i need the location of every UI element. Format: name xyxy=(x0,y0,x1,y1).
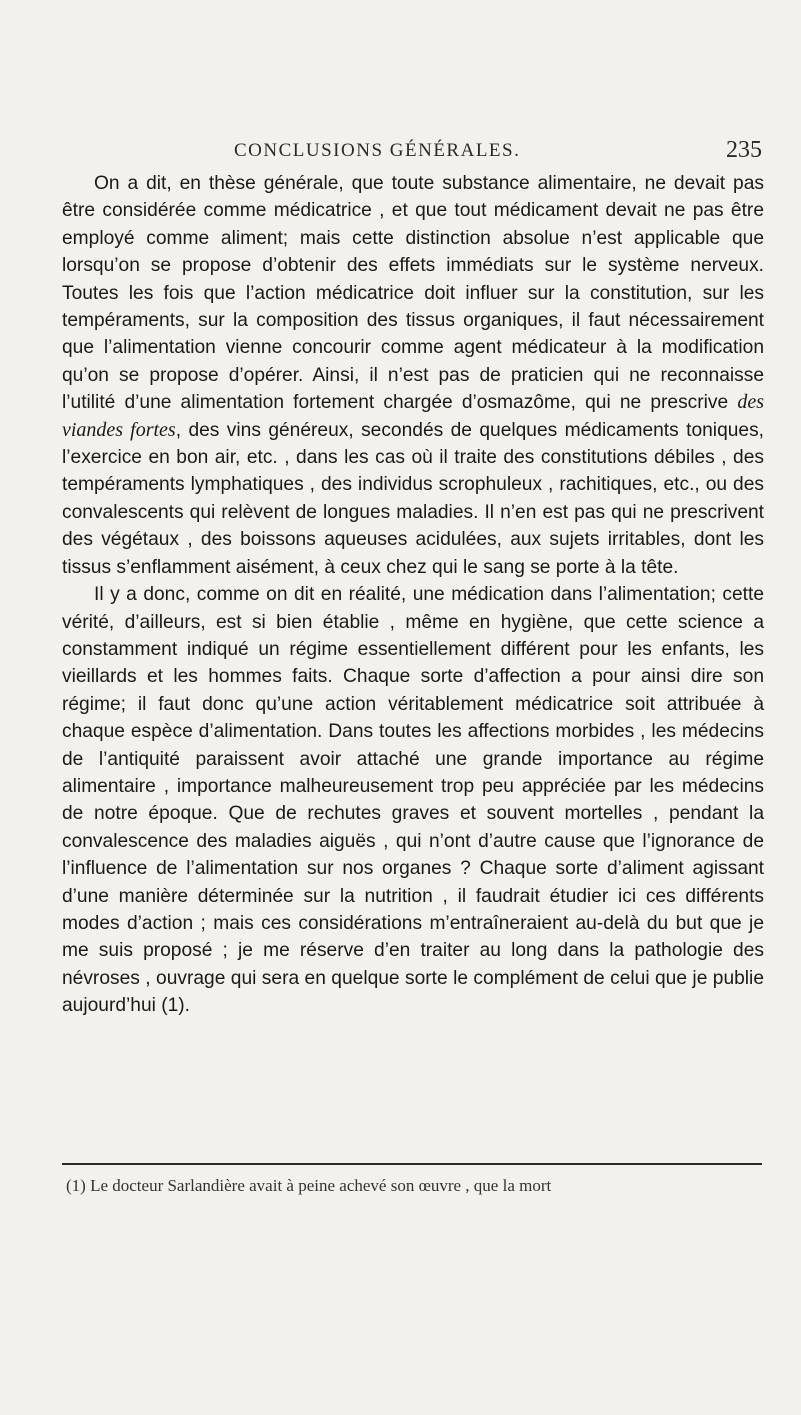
page-number: 235 xyxy=(726,137,762,163)
footnote-divider xyxy=(62,1163,762,1165)
paragraph-1-text-a: On a dit, en thèse générale, que toute substance alimentaire, ne devait pas être considérée comme médicatrice , et que tout médicament devait ne pas être employé comme aliment; mais cette distinction absolue n’est applicable que lorsqu’on se propose d’obtenir des effets immédiats sur le système nerveux. Toutes les fois que l’action médicatrice doit influer sur la constitution, sur les tempéraments, sur la composition des tissus organiques, il faut nécessairement que l’alimentation vienne concourir comme agent médicateur à la modification qu’on se propose d’opérer. Ainsi, il n’est pas de praticien qui ne reconnaisse l’utilité d’une alimentation fortement chargée d’osmazôme, qui ne prescrive xyxy=(62,173,764,414)
italic-phrase: des viandes fortes xyxy=(62,391,764,441)
paragraph-1 xyxy=(62,170,764,581)
paragraph-1-text-b: , des vins généreux, secondés de quelques médicaments toniques, l’exercice en bon air, etc. , dans les cas où il traite des constitutions débiles , des tempéraments lymphatiques , des individus scrophuleux , rachitiques, etc., ou des convalescents qui relèvent de longues maladies. Il n’en est pas qui ne prescrivent des végétaux , des boissons aqueuses acidulées, aux sujets irritables, dont les tissus s’enflamment aisément, à ceux chez qui le sang se porte à la tête. xyxy=(62,419,765,578)
running-head: CONCLUSIONS GÉNÉRALES. xyxy=(234,140,521,161)
paragraph-2: Il y a donc, comme on dit en réalité, une médication dans l’alimentation; cette vérité, d’ailleurs, est si bien établie , même en hygiène, que cette science a constamment indiqué un régime essentiellement différent pour les enfants, les vieillards et les hommes faits. Chaque sorte d’affection a pour ainsi dire son régime; il faut donc qu’une action véritablement médicatrice soit attribuée à chaque espèce d’alimentation. Dans toutes les affections morbides , les médecins de l’antiquité paraissent avoir attaché une grande importance au régime alimentaire , importance malheureusement trop peu appréciée par les médecins de notre époque. Que de rechutes graves et souvent mortelles , pendant la convalescence des maladies aiguës , qui n’ont d’autre cause que l’ignorance de l’influence de l’alimentation sur nos organes ? Chaque sorte d’aliment agissant d’une manière déterminée sur la nutrition , il faudrait étudier ici ces différents modes d’action ; mais ces considérations m’entraîneraient au-delà du but que je me suis proposé ; je me réserve d’en traiter au long dans la pathologie des névroses , ouvrage qui sera en quelque sorte le complément de celui que je publie aujourd’hui (1). xyxy=(62,584,764,1017)
page-header xyxy=(62,137,762,170)
footnote: (1) Le docteur Sarlandière avait à peine achevé son œuvre , que la mort xyxy=(66,1176,552,1195)
body-text xyxy=(62,170,764,1020)
